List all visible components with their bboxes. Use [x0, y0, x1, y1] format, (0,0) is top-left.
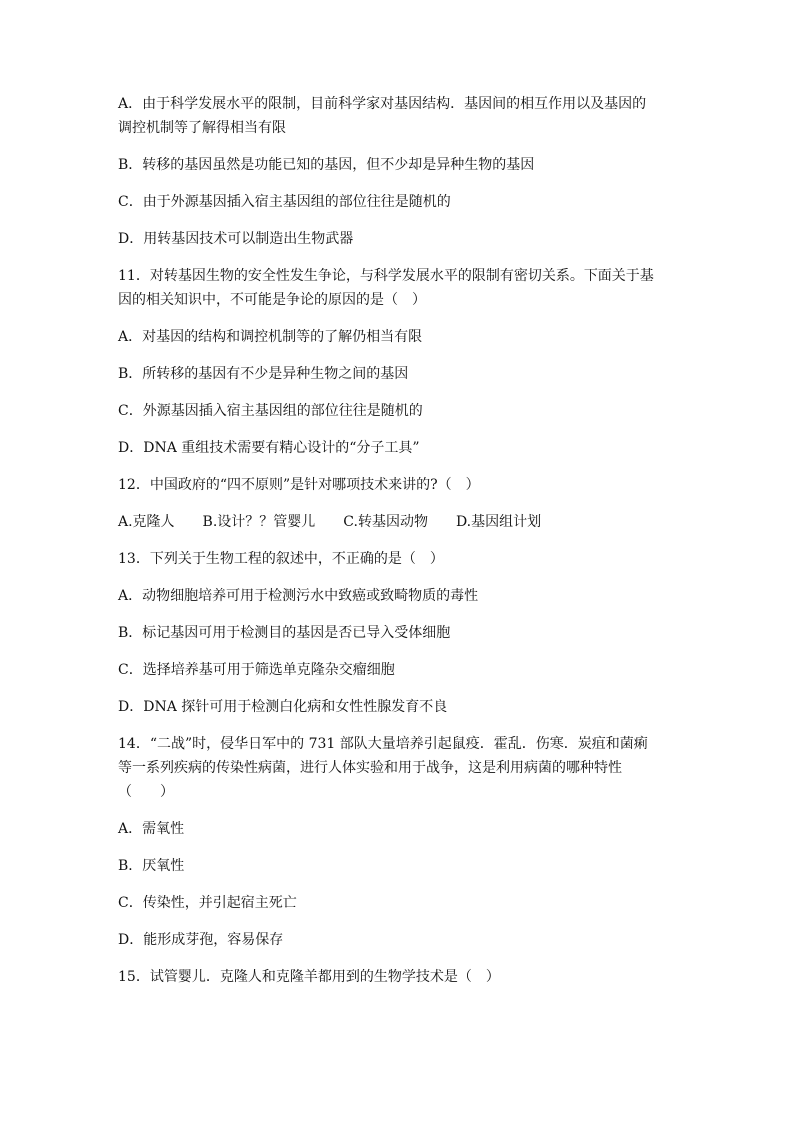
paragraph: [118, 473, 678, 497]
paragraph-gap: [118, 312, 678, 325]
paragraph: [118, 399, 678, 423]
paragraph-gap: [118, 386, 678, 399]
text-line: D．DNA 探针可用于检测白化病和女性性腺发育不良: [118, 699, 448, 715]
text-line: （ ）: [118, 784, 174, 800]
paragraph-gap: [118, 719, 678, 732]
text-line: A．对基因的结构和调控机制等的了解仍相当有限: [118, 329, 423, 345]
paragraph-gap: [118, 682, 678, 695]
paragraph: [118, 190, 678, 214]
paragraph-gap: [118, 952, 678, 965]
text-line: D．能形成芽孢，容易保存: [118, 932, 284, 948]
paragraph-gap: [118, 608, 678, 621]
paragraph: [118, 732, 678, 804]
paragraph: [118, 584, 678, 608]
text-line: D．DNA 重组技术需要有精心设计的“分子工具”: [118, 440, 420, 456]
text-line: A.克隆人 B.设计？？管婴儿 C.转基因动物 D.基因组计划: [118, 514, 542, 530]
paragraph-gap: [118, 177, 678, 190]
paragraph: [118, 854, 678, 878]
paragraph: [118, 153, 678, 177]
paragraph: [118, 621, 678, 645]
paragraph: [118, 362, 678, 386]
text-line: 13．下列关于生物工程的叙述中，不正确的是（ ）: [118, 551, 444, 567]
text-line: A．动物细胞培养可用于检测污水中致癌或致畸物质的毒性: [118, 588, 479, 604]
paragraph-gap: [118, 645, 678, 658]
paragraph-gap: [118, 915, 678, 928]
paragraph-gap: [118, 349, 678, 362]
text-line: B．所转移的基因有不少是异种生物之间的基因: [118, 366, 409, 382]
paragraph-gap: [118, 841, 678, 854]
paragraph-gap: [118, 460, 678, 473]
paragraph: [118, 891, 678, 915]
text-line: B．标记基因可用于检测目的基因是否已导入受体细胞: [118, 625, 451, 641]
document-page: [118, 92, 678, 989]
paragraph-gap: [118, 534, 678, 547]
text-line: A．需氧性: [118, 821, 185, 837]
paragraph: [118, 695, 678, 719]
paragraph: [118, 92, 678, 140]
text-line: 14．“二战”时，侵华日军中的 731 部队大量培养引起鼠疫．霍乱．伤寒．炭疽和菌痢: [118, 736, 648, 752]
text-line: 15．试管婴儿．克隆人和克隆羊都用到的生物学技术是（ ）: [118, 969, 500, 985]
text-line: C．外源基因插入宿主基因组的部位往往是随机的: [118, 403, 423, 419]
text-line: B．厌氧性: [118, 858, 185, 874]
paragraph: [118, 965, 678, 989]
text-line: 调控机制等了解得相当有限: [118, 120, 286, 136]
text-line: D．用转基因技术可以制造出生物武器: [118, 231, 354, 247]
text-line: B．转移的基因虽然是功能已知的基因，但不少却是异种生物的基因: [118, 157, 535, 173]
paragraph: [118, 658, 678, 682]
paragraph-gap: [118, 140, 678, 153]
text-line: 11．对转基因生物的安全性发生争论，与科学发展水平的限制有密切关系。下面关于基: [118, 268, 654, 284]
paragraph: [118, 264, 678, 312]
paragraph: [118, 547, 678, 571]
paragraph-gap: [118, 497, 678, 510]
paragraph-gap: [118, 423, 678, 436]
paragraph: [118, 325, 678, 349]
paragraph: [118, 227, 678, 251]
text-line: 12．中国政府的“四不原则”是针对哪项技术来讲的?（ ）: [118, 477, 480, 493]
paragraph-gap: [118, 251, 678, 264]
paragraph-gap: [118, 214, 678, 227]
text-line: C．传染性，并引起宿主死亡: [118, 895, 297, 911]
paragraph: [118, 510, 678, 534]
text-line: A．由于科学发展水平的限制，目前科学家对基因结构．基因间的相互作用以及基因的: [118, 96, 647, 112]
paragraph: [118, 928, 678, 952]
text-line: C．由于外源基因插入宿主基因组的部位往往是随机的: [118, 194, 451, 210]
text-line: 等一系列疾病的传染性病菌，进行人体实验和用于战争，这是利用病菌的哪种特性: [118, 760, 622, 776]
paragraph-gap: [118, 571, 678, 584]
text-line: C．选择培养基可用于筛选单克隆杂交瘤细胞: [118, 662, 395, 678]
paragraph: [118, 436, 678, 460]
paragraph-gap: [118, 804, 678, 817]
text-line: 因的相关知识中，不可能是争论的原因的是（ ）: [118, 292, 426, 308]
paragraph: [118, 817, 678, 841]
paragraph-gap: [118, 878, 678, 891]
